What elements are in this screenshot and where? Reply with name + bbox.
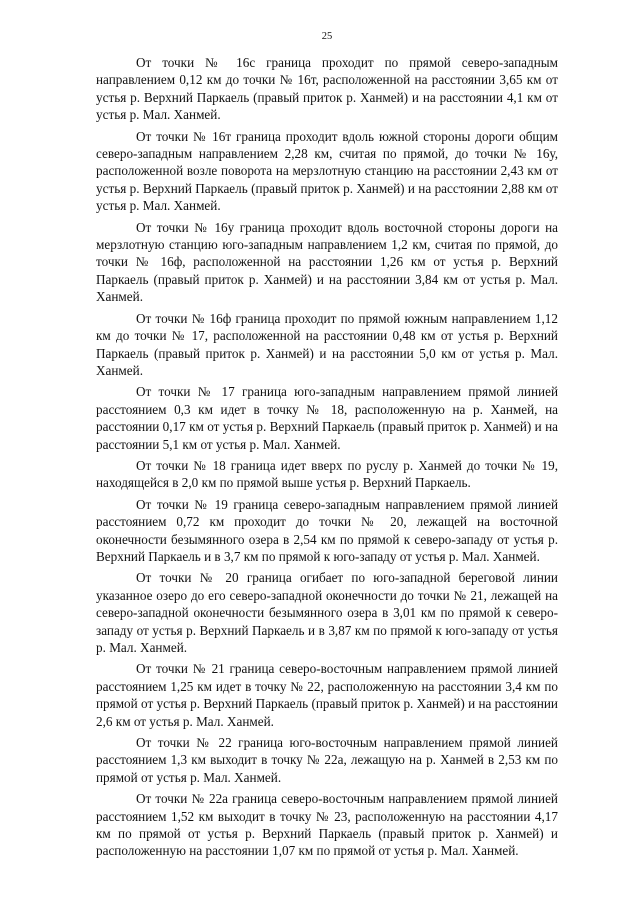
paragraph: От точки № 21 граница северо-восточным направлением прямой линией расстоянием 1,25 км идет в точку № 22, расположенную на расстоянии 3,4 км по прямой от устья р. Верхний Паркаель (правый приток р. Ханмей) и на расстоянии 2,6 км от устья р. Мал. Ханмей. xyxy=(96,661,558,729)
paragraph: От точки № 16ф граница проходит по прямой южным направлением 1,12 км до точки № 17, расположенной на расстоянии 0,48 км от устья р. Верхний Паркаель (правый приток р. Ханмей) и на расстоянии 5,0 км от устья р. Мал. Ханмей. xyxy=(96,310,558,378)
paragraph: От точки № 17 граница юго-западным направлением прямой линией расстоянием 0,3 км идет в точку № 18, расположенную на р. Ханмей, на расстоянии 0,17 км от устья р. Верхний Паркаель (правый приток р. Ханмей) и на расстоянии 5,1 км от устья р. Мал. Ханмей. xyxy=(96,384,558,452)
paragraph: От точки № 22 граница юго-восточным направлением прямой линией расстоянием 1,3 км выходит в точку № 22а, лежащую на р. Ханмей в 2,53 км по прямой от устья р. Мал. Ханмей. xyxy=(96,735,558,785)
paragraph: От точки № 19 граница северо-западным направлением прямой линией расстоянием 0,72 км проходит до точки № 20, лежащей на восточной оконечности безымянного озера в 2,54 км по прямой к северо-западу от устья р. Верхний Паркаель и в 3,7 км по прямой к юго-западу от устья р. Мал. Ханмей. xyxy=(96,496,558,564)
paragraph: От точки № 16т граница проходит вдоль южной стороны дороги общим северо-западным направлением 2,28 км, считая по прямой, до точки № 16у, расположенной возле поворота на мерзлотную станцию на расстоянии 2,43 км от устья р. Верхний Паркаель (правый приток р. Ханмей) и на расстоянии 2,88 км от устья р. Мал. Ханмей. xyxy=(96,128,558,214)
paragraph: От точки № 16с граница проходит по прямой северо-западным направлением 0,12 км до точки № 16т, расположенной на расстоянии 3,65 км от устья р. Верхний Паркаель (правый приток р. Ханмей) и на расстоянии 4,1 км от устья р. Мал. Ханмей. xyxy=(96,55,558,123)
paragraph: От точки № 22а граница северо-восточным направлением прямой линией расстоянием 1,52 км выходит в точку № 23, расположенную на расстоянии 4,17 км по прямой от устья р. Верхний Паркаель (правый приток р. Ханмей) и расположенную на расстоянии 1,07 км по прямой от устья р. Мал. Ханмей. xyxy=(96,791,558,859)
paragraph: От точки № 20 граница огибает по юго-западной береговой линии указанное озеро до его северо-западной оконечности до точки № 21, лежащей на северо-западной оконечности безымянного озера в 3,01 км по прямой к северо-западу от устья р. Верхний Паркаель и в 3,87 км по прямой к юго-западу от устья р. Мал. Ханмей. xyxy=(96,570,558,655)
paragraph: От точки № 16у граница проходит вдоль восточной стороны дороги на мерзлотную станцию юго-западным направлением 1,2 км, считая по прямой, до точки № 16ф, расположенной на расстоянии 1,26 км от устья р. Верхний Паркаель (правый приток р. Ханмей) и на расстоянии 3,84 км от устья р. Мал. Ханмей. xyxy=(96,219,558,305)
paragraph: От точки № 18 граница идет вверх по руслу р. Ханмей до точки № 19, находящейся в 2,0 км по прямой выше устья р. Верхний Паркаель. xyxy=(96,457,558,491)
page-number: 25 xyxy=(321,31,333,42)
